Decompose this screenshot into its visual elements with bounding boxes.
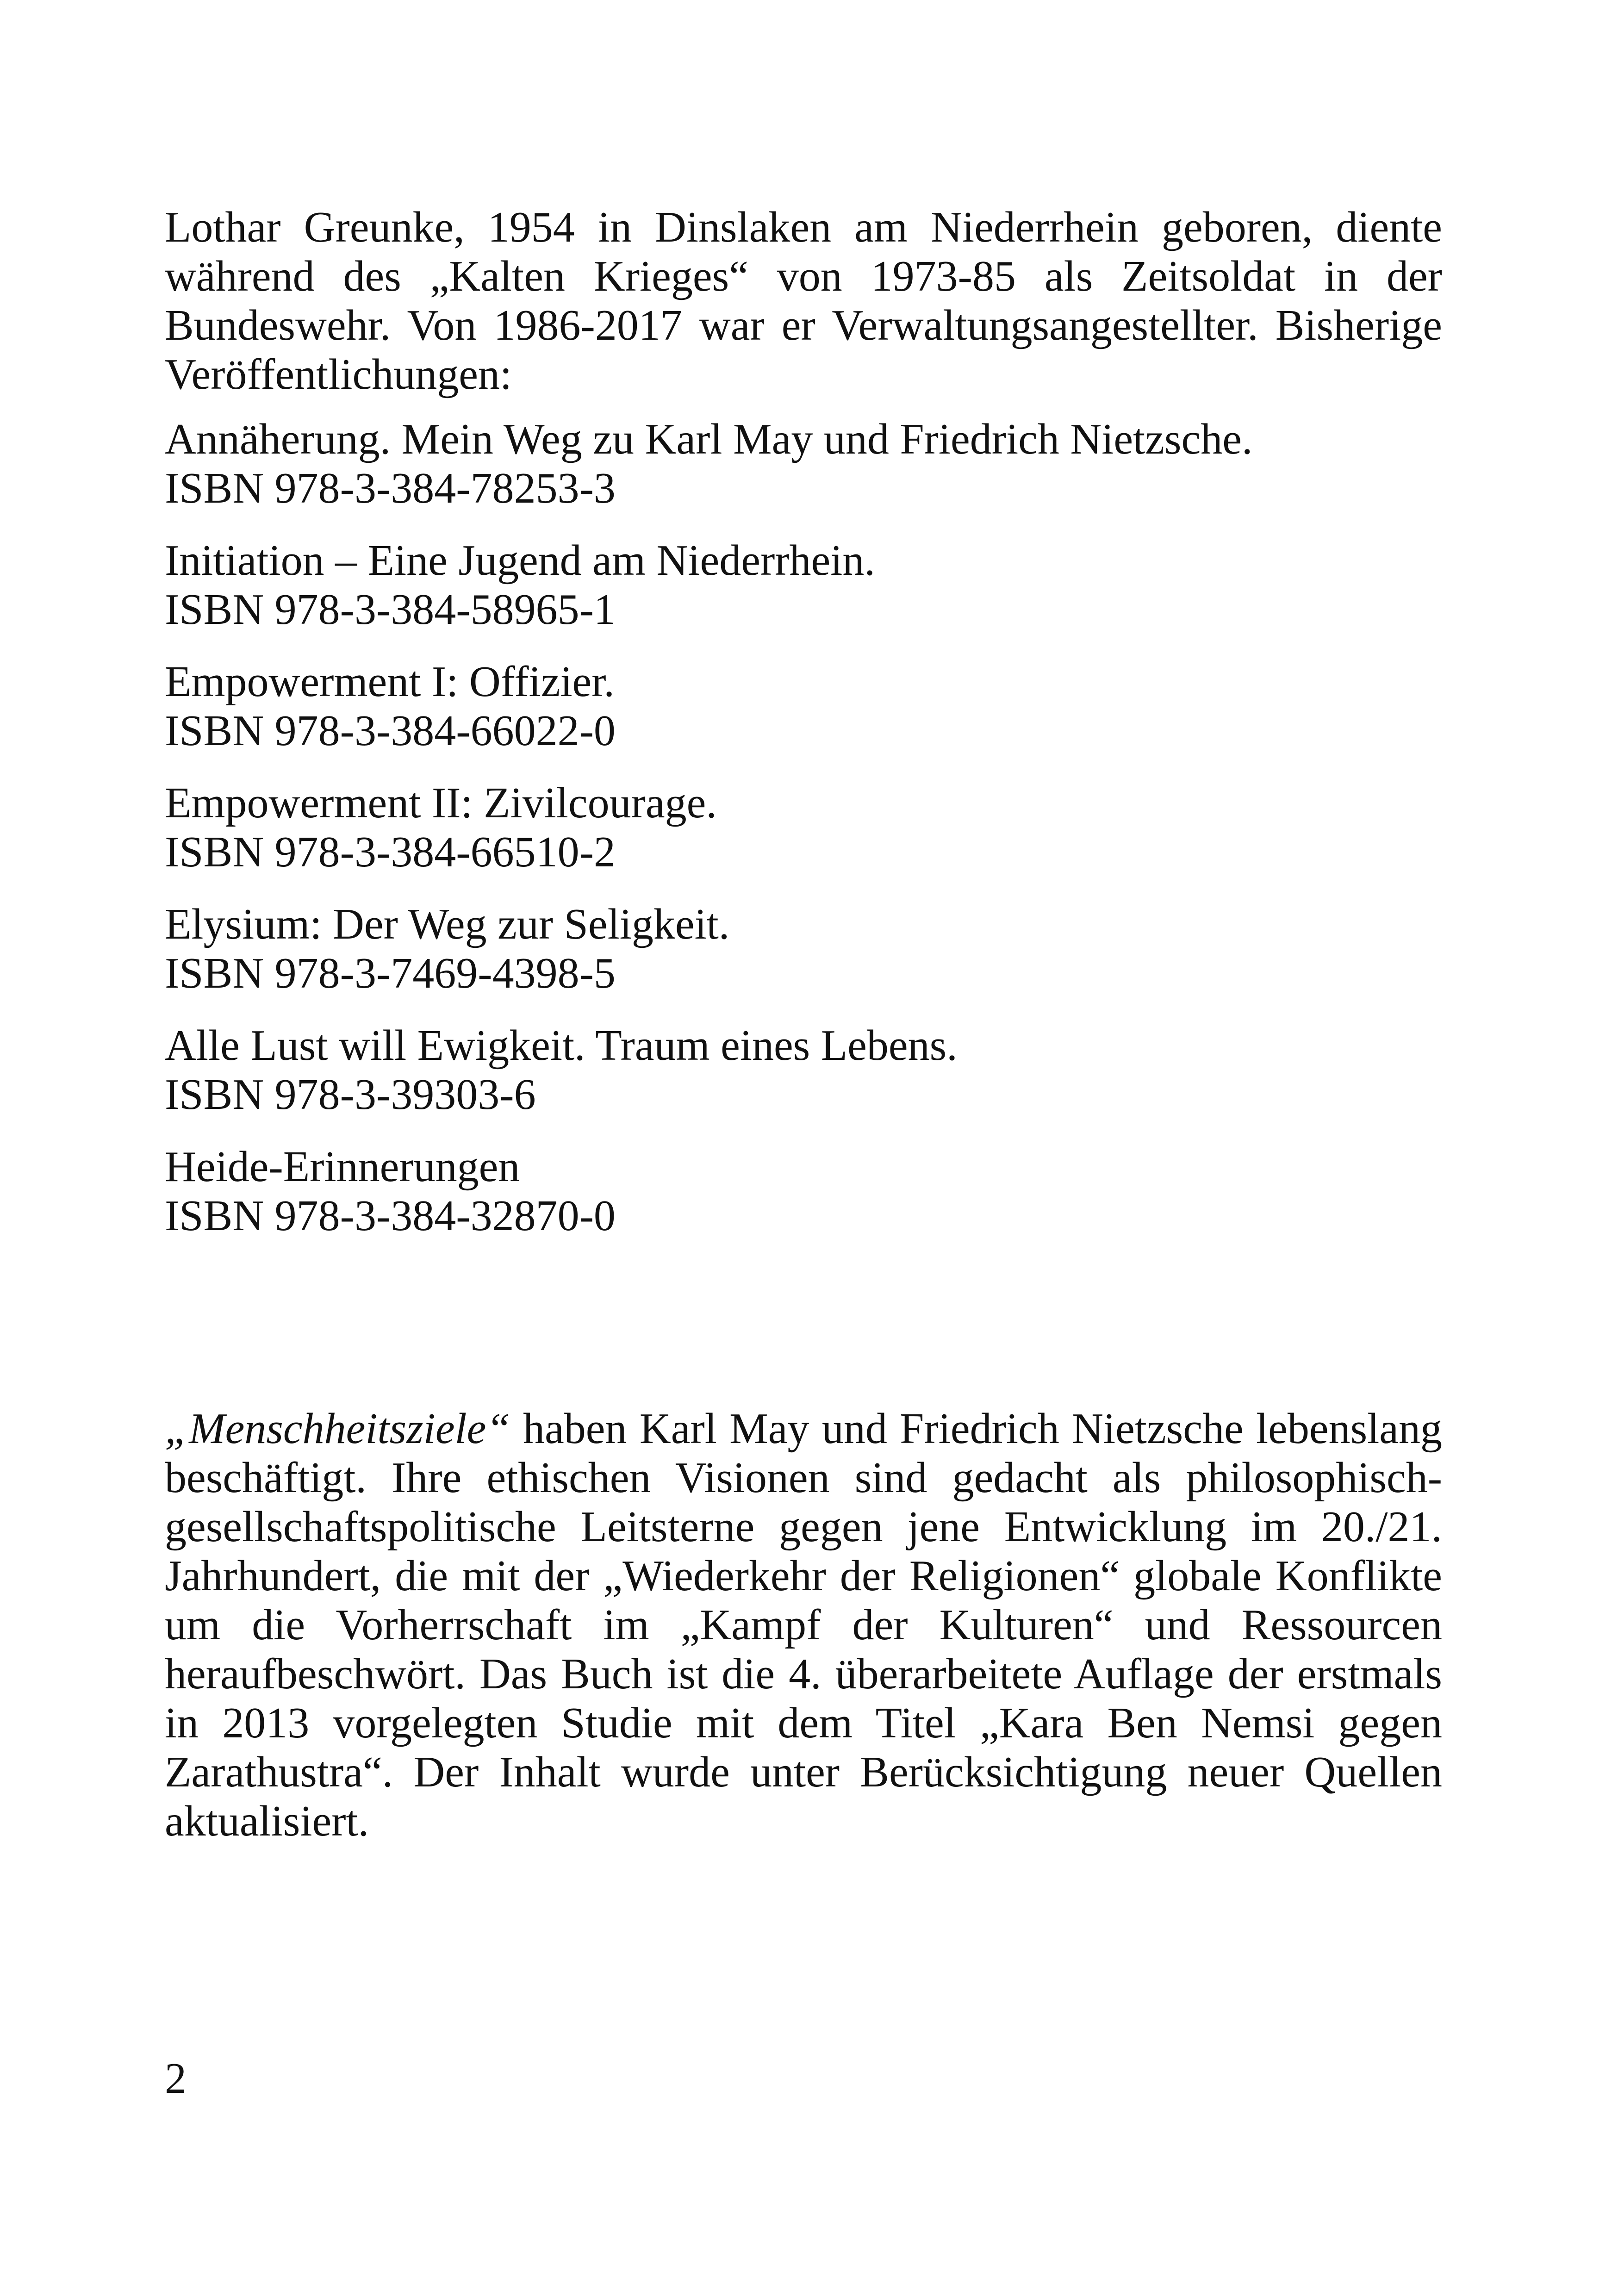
publication-title: Annäherung. Mein Weg zu Karl May und Friedrich Nietzsche. [165,415,1253,463]
summary-term: „Menschheitsziele“ [165,1405,510,1453]
publication-isbn: ISBN 978-3-384-32870-0 [165,1192,616,1240]
book-summary [165,1404,1442,1846]
publication-entry [165,415,1442,513]
publication-isbn: ISBN 978-3-384-66510-2 [165,828,616,876]
author-bio: Lothar Greunke, 1954 in Dinslaken am Niederrhein geboren, diente während des „Kalten Krieges“ von 1973-85 als Zeitsoldat in der Bundeswehr. Von 1986-2017 war er Verwaltungsangestellter. Bisherige Veröffentlichungen: [165,203,1442,398]
publication-title: Empowerment II: Zivilcourage. [165,779,717,827]
publication-isbn: ISBN 978-3-384-66022-0 [165,707,616,755]
publication-entry [165,1142,1442,1240]
publication-entry [165,1021,1442,1119]
summary-text: haben Karl May und Friedrich Nietzsche lebenslang beschäftigt. Ihre ethischen Visionen sind gedacht als philosophisch-gesellschaftspolitische Leitsterne gegen jene Entwicklung im 20./21. Jahrhundert, die mit der „Wiederkehr der Religionen“ globale Konflikte um die Vorherrschaft im „Kampf der Kulturen“ und Ressourcen heraufbeschwört. Das Buch ist die 4. überarbeitete Auflage der erstmals in 2013 vorgelegten Studie mit dem Titel „Kara Ben Nemsi gegen Zarathustra“. Der Inhalt wurde unter Berücksichtigung neuer Quellen aktualisiert. [165,1405,1442,1845]
publication-isbn: ISBN 978-3-384-78253-3 [165,464,616,512]
publication-title: Initiation – Eine Jugend am Niederrhein. [165,536,875,585]
publication-isbn: ISBN 978-3-384-58965-1 [165,585,616,634]
publication-isbn: ISBN 978-3-39303-6 [165,1070,536,1119]
publication-title: Elysium: Der Weg zur Seligkeit. [165,900,730,948]
publication-title: Empowerment I: Offizier. [165,658,615,706]
page-number: 2 [165,2054,187,2103]
publication-title: Heide-Erinnerungen [165,1143,520,1191]
publication-entry [165,778,1442,877]
publication-entry [165,657,1442,755]
publication-isbn: ISBN 978-3-7469-4398-5 [165,949,616,997]
publication-title: Alle Lust will Ewigkeit. Traum eines Lebens. [165,1021,958,1070]
publication-entry [165,536,1442,634]
publication-entry [165,900,1442,998]
